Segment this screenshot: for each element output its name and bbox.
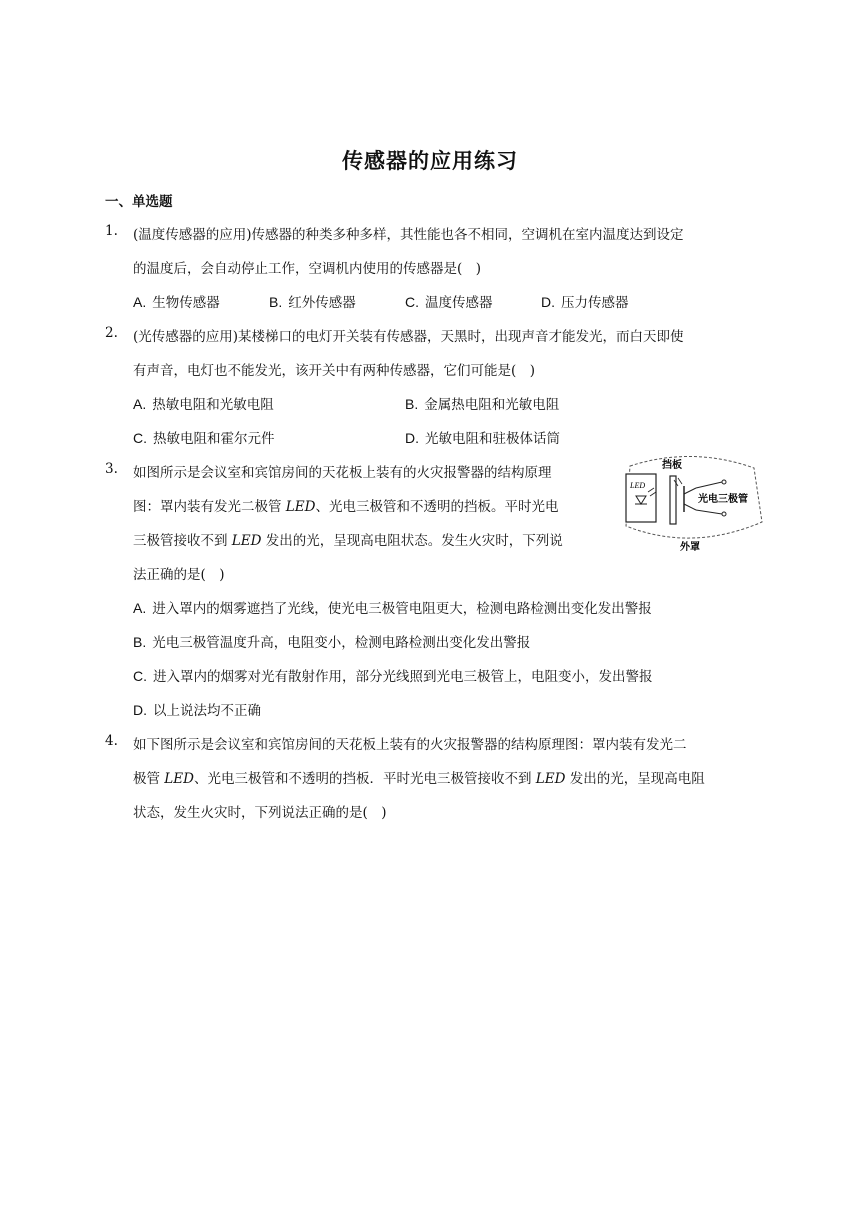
led-label: LED bbox=[630, 481, 646, 490]
option-b: B. 红外传感器 bbox=[269, 294, 356, 311]
option-c: C. 进入罩内的烟雾对光有散射作用，部分光线照到光电三极管上，电阻变小，发出警报 bbox=[133, 668, 653, 685]
option-b: B. 光电三极管温度升高，电阻变小，检测电路检测出变化发出警报 bbox=[133, 634, 531, 651]
question-number: 3. bbox=[105, 461, 118, 477]
page-title: 传感器的应用练习 bbox=[342, 149, 518, 173]
cover-label: 外罩 bbox=[680, 542, 700, 553]
question-number: 4. bbox=[105, 733, 118, 749]
question-text: 如下图所示是会议室和宾馆房间的天花板上装有的火灾报警器的结构原理图：罩内装有发光二 bbox=[133, 737, 687, 753]
option-c: C. 温度传感器 bbox=[405, 294, 493, 311]
option-a: A. 热敏电阻和光敏电阻 bbox=[133, 396, 274, 413]
question-text: 极管 LED、光电三极管和不透明的挡板．平时光电三极管接收不到 LED 发出的光，呈现高电阻 bbox=[133, 771, 705, 787]
phototransistor-label: 光电三极管 bbox=[698, 494, 748, 505]
option-d: D. 光敏电阻和驻极体话筒 bbox=[405, 430, 560, 447]
question-text: (光传感器的应用)某楼梯口的电灯开关装有传感器，天黑时，出现声音才能发光，而白天即使 bbox=[133, 329, 684, 345]
question-text: 法正确的是( ) bbox=[133, 567, 225, 583]
smoke-detector-diagram bbox=[612, 452, 772, 554]
question-text: 三极管接收不到 LED 发出的光，呈现高电阻状态。发生火灾时，下列说 bbox=[133, 533, 563, 549]
option-d: D. 压力传感器 bbox=[541, 294, 629, 311]
option-d: D. 以上说法均不正确 bbox=[133, 702, 261, 719]
question-text: 图：罩内装有发光二极管 LED、光电三极管和不透明的挡板。平时光电 bbox=[133, 499, 559, 515]
baffle bbox=[670, 476, 676, 524]
question-text: 的温度后，会自动停止工作，空调机内使用的传感器是( ) bbox=[133, 261, 482, 277]
question-text: 如图所示是会议室和宾馆房间的天花板上装有的火灾报警器的结构原理 bbox=[133, 465, 552, 481]
option-c: C. 热敏电阻和霍尔元件 bbox=[133, 430, 275, 447]
question-text: 有声音，电灯也不能发光，该开关中有两种传感器，它们可能是( ) bbox=[133, 363, 536, 379]
section-heading: 一、单选题 bbox=[105, 194, 173, 210]
option-a: A. 进入罩内的烟雾遮挡了光线，使光电三极管电阻更大，检测电路检测出变化发出警报 bbox=[133, 600, 652, 617]
baffle-label: 挡板 bbox=[662, 460, 682, 471]
option-a: A. 生物传感器 bbox=[133, 294, 220, 311]
question-text: (温度传感器的应用)传感器的种类多种多样，其性能也各不相同，空调机在室内温度达到设定 bbox=[133, 227, 684, 243]
option-b: B. 金属热电阻和光敏电阻 bbox=[405, 396, 560, 413]
question-text: 状态，发生火灾时，下列说法正确的是( ) bbox=[133, 805, 387, 821]
question-number: 2. bbox=[105, 325, 118, 341]
question-number: 1. bbox=[105, 223, 118, 239]
